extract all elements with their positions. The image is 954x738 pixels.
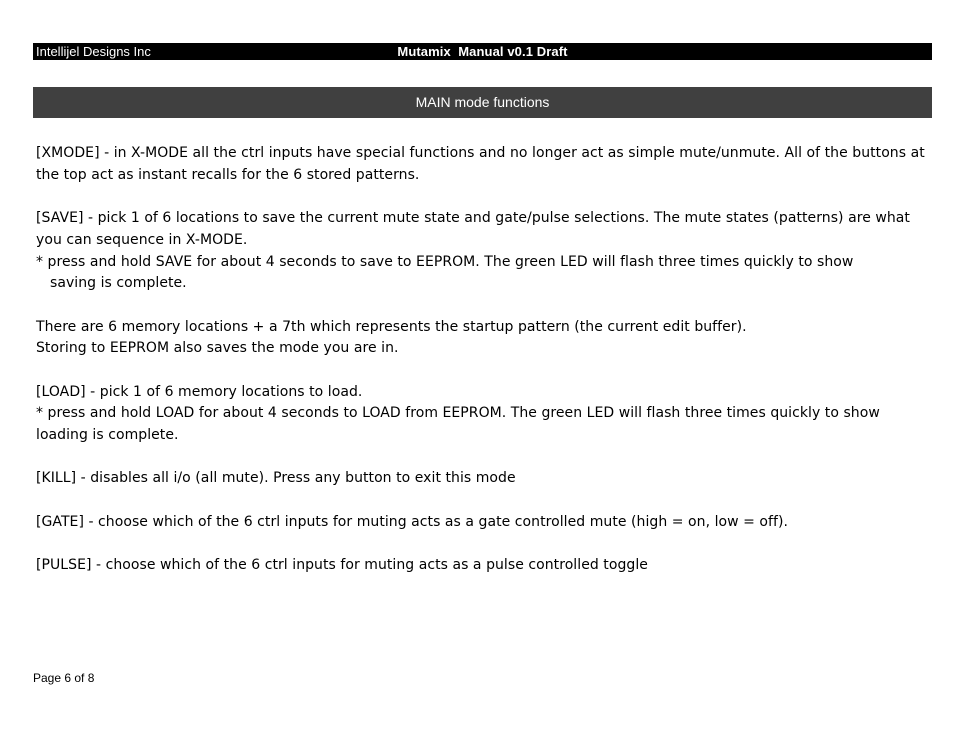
memory-locations-line: There are 6 memory locations + a 7th which represents the startup pattern (the current edit buffer). (36, 318, 747, 335)
save-note-continuation: saving is complete. (50, 275, 187, 292)
load-note: * press and hold LOAD for about 4 seconds to LOAD from EEPROM. The green LED will flash three times quickly to show loading is complete. (36, 405, 880, 444)
paragraph-spacer (36, 360, 929, 382)
document-body (36, 143, 929, 577)
paragraph-spacer (36, 447, 929, 469)
save-note-line: * press and hold SAVE for about 4 seconds to save to EEPROM. The green LED will flash three times quickly to show (36, 253, 854, 270)
xmode-paragraph: [XMODE] - in X-MODE all the ctrl inputs have special functions and no longer act as simple mute/unmute. All of the buttons at the top act as instant recalls for the 6 stored patterns. (36, 145, 925, 183)
company-name: Intellijel Designs Inc (36, 44, 151, 59)
kill-paragraph: [KILL] - disables all i/o (all mute). Press any button to exit this mode (36, 470, 516, 487)
save-paragraph: [SAVE] - pick 1 of 6 locations to save the current mute state and gate/pulse selections. The mute states (patterns) are what you can sequence in X-MODE. (36, 210, 910, 248)
paragraph-spacer (36, 490, 929, 512)
document-title: Mutamix Manual v0.1 Draft (397, 44, 568, 59)
gate-paragraph: [GATE] - choose which of the 6 ctrl inputs for muting acts as a gate controlled mute (high = on, low = off). (36, 513, 789, 530)
load-paragraph: [LOAD] - pick 1 of 6 memory locations to load. (36, 383, 363, 400)
pulse-paragraph: [PULSE] - choose which of the 6 ctrl inputs for muting acts as a pulse controlled toggle (36, 557, 648, 574)
paragraph-spacer (36, 295, 929, 317)
section-heading: MAIN mode functions (33, 87, 932, 118)
paragraph-spacer (36, 534, 929, 556)
page-header (33, 43, 932, 60)
paragraph-spacer (36, 186, 929, 208)
page-number: Page 6 of 8 (33, 671, 95, 685)
eeprom-mode-line: Storing to EEPROM also saves the mode you are in. (36, 340, 399, 357)
